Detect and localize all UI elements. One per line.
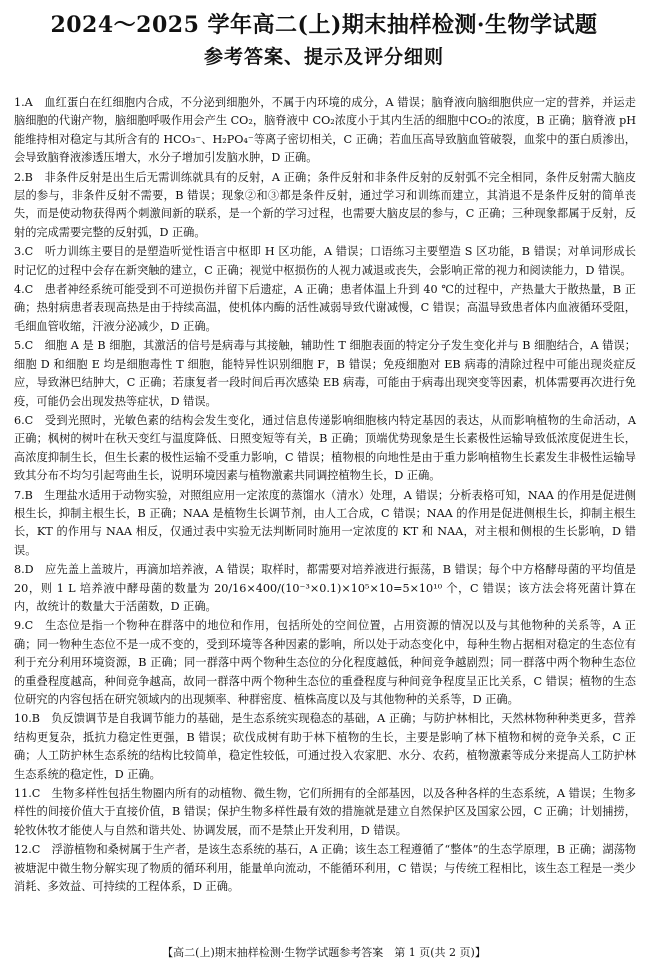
answer-item-8: 8.D 应先盖上盖玻片，再滴加培养液，A 错误；取样时，都需要对培养液进行振荡，B 错误；每个中方格酵母菌的平均值是 20，则 1 L 培养液中酵母菌的数量为 20/16×400/(10⁻³×0.1)×10⁵×10=5×10¹⁰ 个，C 错误；该方法会将死菌计算在内，故统计的数量大于活菌数，D 正确。 (14, 563, 636, 613)
answer-item-1: 1.A 血红蛋白在红细胞内合成，不分泌到细胞外，不属于内环境的成分，A 错误；脑脊液向脑细胞供应一定的营养，并运走脑细胞的代谢产物，脑细胞呼吸作用会产生 CO₂，脑脊液中 CO₂浓度小于其内生活的细胞中CO₂的浓度，B 正确；脑脊液 pH 能维持相对稳定与其所含有的 HCO₃⁻、H₂PO₄⁻等离子密切相关，C 正确；若血压高导致脑血管破裂，血浆中的蛋白质渗出，会导致脑脊液渗透压增大，水分子增加引发脑水肿，D 正确。 (14, 96, 636, 165)
page-footer: 【高二(上)期末抽样检测·生物学试题参考答案 第 1 页(共 2 页)】 (162, 946, 486, 959)
answer-item-9: 9.C 生态位是指一个物种在群落中的地位和作用，包括所处的空间位置，占用资源的情况以及与其他物种的关系等，A 正确；同一物种生态位不是一成不变的，受到环境等各种因素的影响，所以处于动态变化中，每种生物占据相对稳定的生态位有利于充分利用环境资源，B 正确；同一群落中两个物种生态位的分化程度越低，种间竞争越剧烈；同一群落中两个物种生态位的重叠程度越高，种间竞争越高，故同一群落中两个物种生态位的重叠程度与种间竞争程度呈正比关系，C 错误；植物的生态位研究的内容包括在研究领域内的出现频率、种群密度、植株高度以及与其他物种的关系等，D 正确。 (14, 619, 636, 706)
page-title: 2024～2025 学年高二(上)期末抽样检测·生物学试题 (50, 12, 598, 38)
answer-item-2: 2.B 非条件反射是出生后无需训练就具有的反射，A 正确；条件反射和非条件反射的反射弧不完全相同，条件反射需大脑皮层的参与，非条件反射不需要，B 错误；现象②和③都是条件反射，通过学习和训练而建立，其消退不是条件反射的简单丧失，而是使动物获得两个刺激间新的联系，是一个新的学习过程，也需要大脑皮层的参与，C 正确；三种现象都属于反射，反射的完成需要完整的反射弧，D 正确。 (14, 170, 636, 239)
answer-item-3: 3.C 听力训练主要目的是塑造听觉性语言中枢即 H 区功能，A 错误；口语练习主要塑造 S 区功能，B 错误；对单词形成长时记忆的过程中会存在新突触的建立，C 正确；视觉中枢损伤的人视力减退或丧失，会影响正常的视力和阅读能力，D 错误。 (14, 245, 636, 277)
answer-item-12: 12.C 浮游植物和桑树属于生产者，是该生态系统的基石，A 正确；该生态工程遵循了“整体”的生态学原理，B 正确；湖荡物被塘泥中微生物分解实现了物质的循环利用，能量单向流动，不能循环利用，C 错误；与传统工程相比，该生态工程是一类少消耗、多效益、可持续的工程体系，D 正确。 (14, 843, 636, 894)
answer-item-11: 11.C 生物多样性包括生物圈内所有的动植物、微生物，它们所拥有的全部基因，以及各种各样的生态系统，A 错误；生物多样性的间接价值大于直接价值，B 错误；保护生物多样性最有效的措施就是建立自然保护区及国家公园，C 正确；计划捕捞，轮牧休牧才能使人与自然和谐共处、协调发展，而不是禁止开发利用，D 错误。 (14, 787, 636, 837)
answer-item-4: 4.C 患者神经系统可能受到不可逆损伤并留下后遗症，A 正确；患者体温上升到 40 ℃的过程中，产热量大于散热量，B 正确；热射病患者表现高热是由于持续高温，使机体内酶的活性减弱导致代谢减慢，C 错误；高温导致患者体内血液循环受阻，毛细血管收缩，汗液分泌减少，D 正确。 (14, 283, 636, 333)
answer-item-10: 10.B 负反馈调节是自我调节能力的基础，是生态系统实现稳态的基础，A 正确；与防护林相比，天然林物种种类更多，营养结构更复杂，抵抗力稳定性更强，B 错误；砍伐成树有助于林下植物的生长，主要是影响了林下植物和树的竞争关系，C 正确；人工防护林生态系统的结构比较简单，稳定性较低，可通过投入农家肥、水分、农药，植物激素等成分来提高人工防护林生态系统的稳定性，D 正确。 (14, 712, 636, 781)
answer-item-5: 5.C 细胞 A 是 B 细胞，其激活的信号是病毒与其接触，辅助性 T 细胞表面的特定分子发生变化并与 B 细胞结合，A 错误；细胞 D 和细胞 E 均是细胞毒性 T 细胞，能特异性识别细胞 F，B 错误；免疫细胞对 EB 病毒的清除过程中可能出现炎症反应，导致淋巴结肿大，C 正确；若康复者一段时间后再次感染 EB 病毒，可能由于病毒出现突变等因素，机体需要再次进行免疫，可能仍会出现发热等症状，D 错误。 (14, 339, 636, 408)
answer-list (14, 94, 636, 897)
answer-item-6: 6.C 受到光照时，光敏色素的结构会发生变化，通过信息传递影响细胞核内特定基因的表达，从而影响植物的生命活动，A 正确；枫树的树叶在秋天变红与温度降低、日照变短等有关，B 正确；顶端优势现象是生长素极性运输导致低浓度促进生长，高浓度抑制生长，但生长素的极性运输不受重力影响，C 错误；植物根的向地性是由于重力影响植物生长素发生非极性运输导致其分布不均匀引起弯曲生长，说明环境因素与植物激素共同调控植物生长，D 正确。 (14, 413, 636, 483)
page-subtitle: 参考答案、提示及评分细则 (203, 46, 444, 68)
answer-item-7: 7.B 生理盐水适用于动物实验，对照组应用一定浓度的蒸馏水（清水）处理，A 错误；分析表格可知，NAA 的作用是促进侧根生长，抑制主根生长，B 正确；NAA 是植物生长调节剂，由人工合成，C 错误；NAA 的作用是促进侧根生长，抑制主根生长，KT 的作用与 NAA 相反，仅通过表中实验无法判断同时施用一定浓度的 KT 和 NAA，对主根和侧根的生长影响，D 错误。 (14, 488, 636, 557)
